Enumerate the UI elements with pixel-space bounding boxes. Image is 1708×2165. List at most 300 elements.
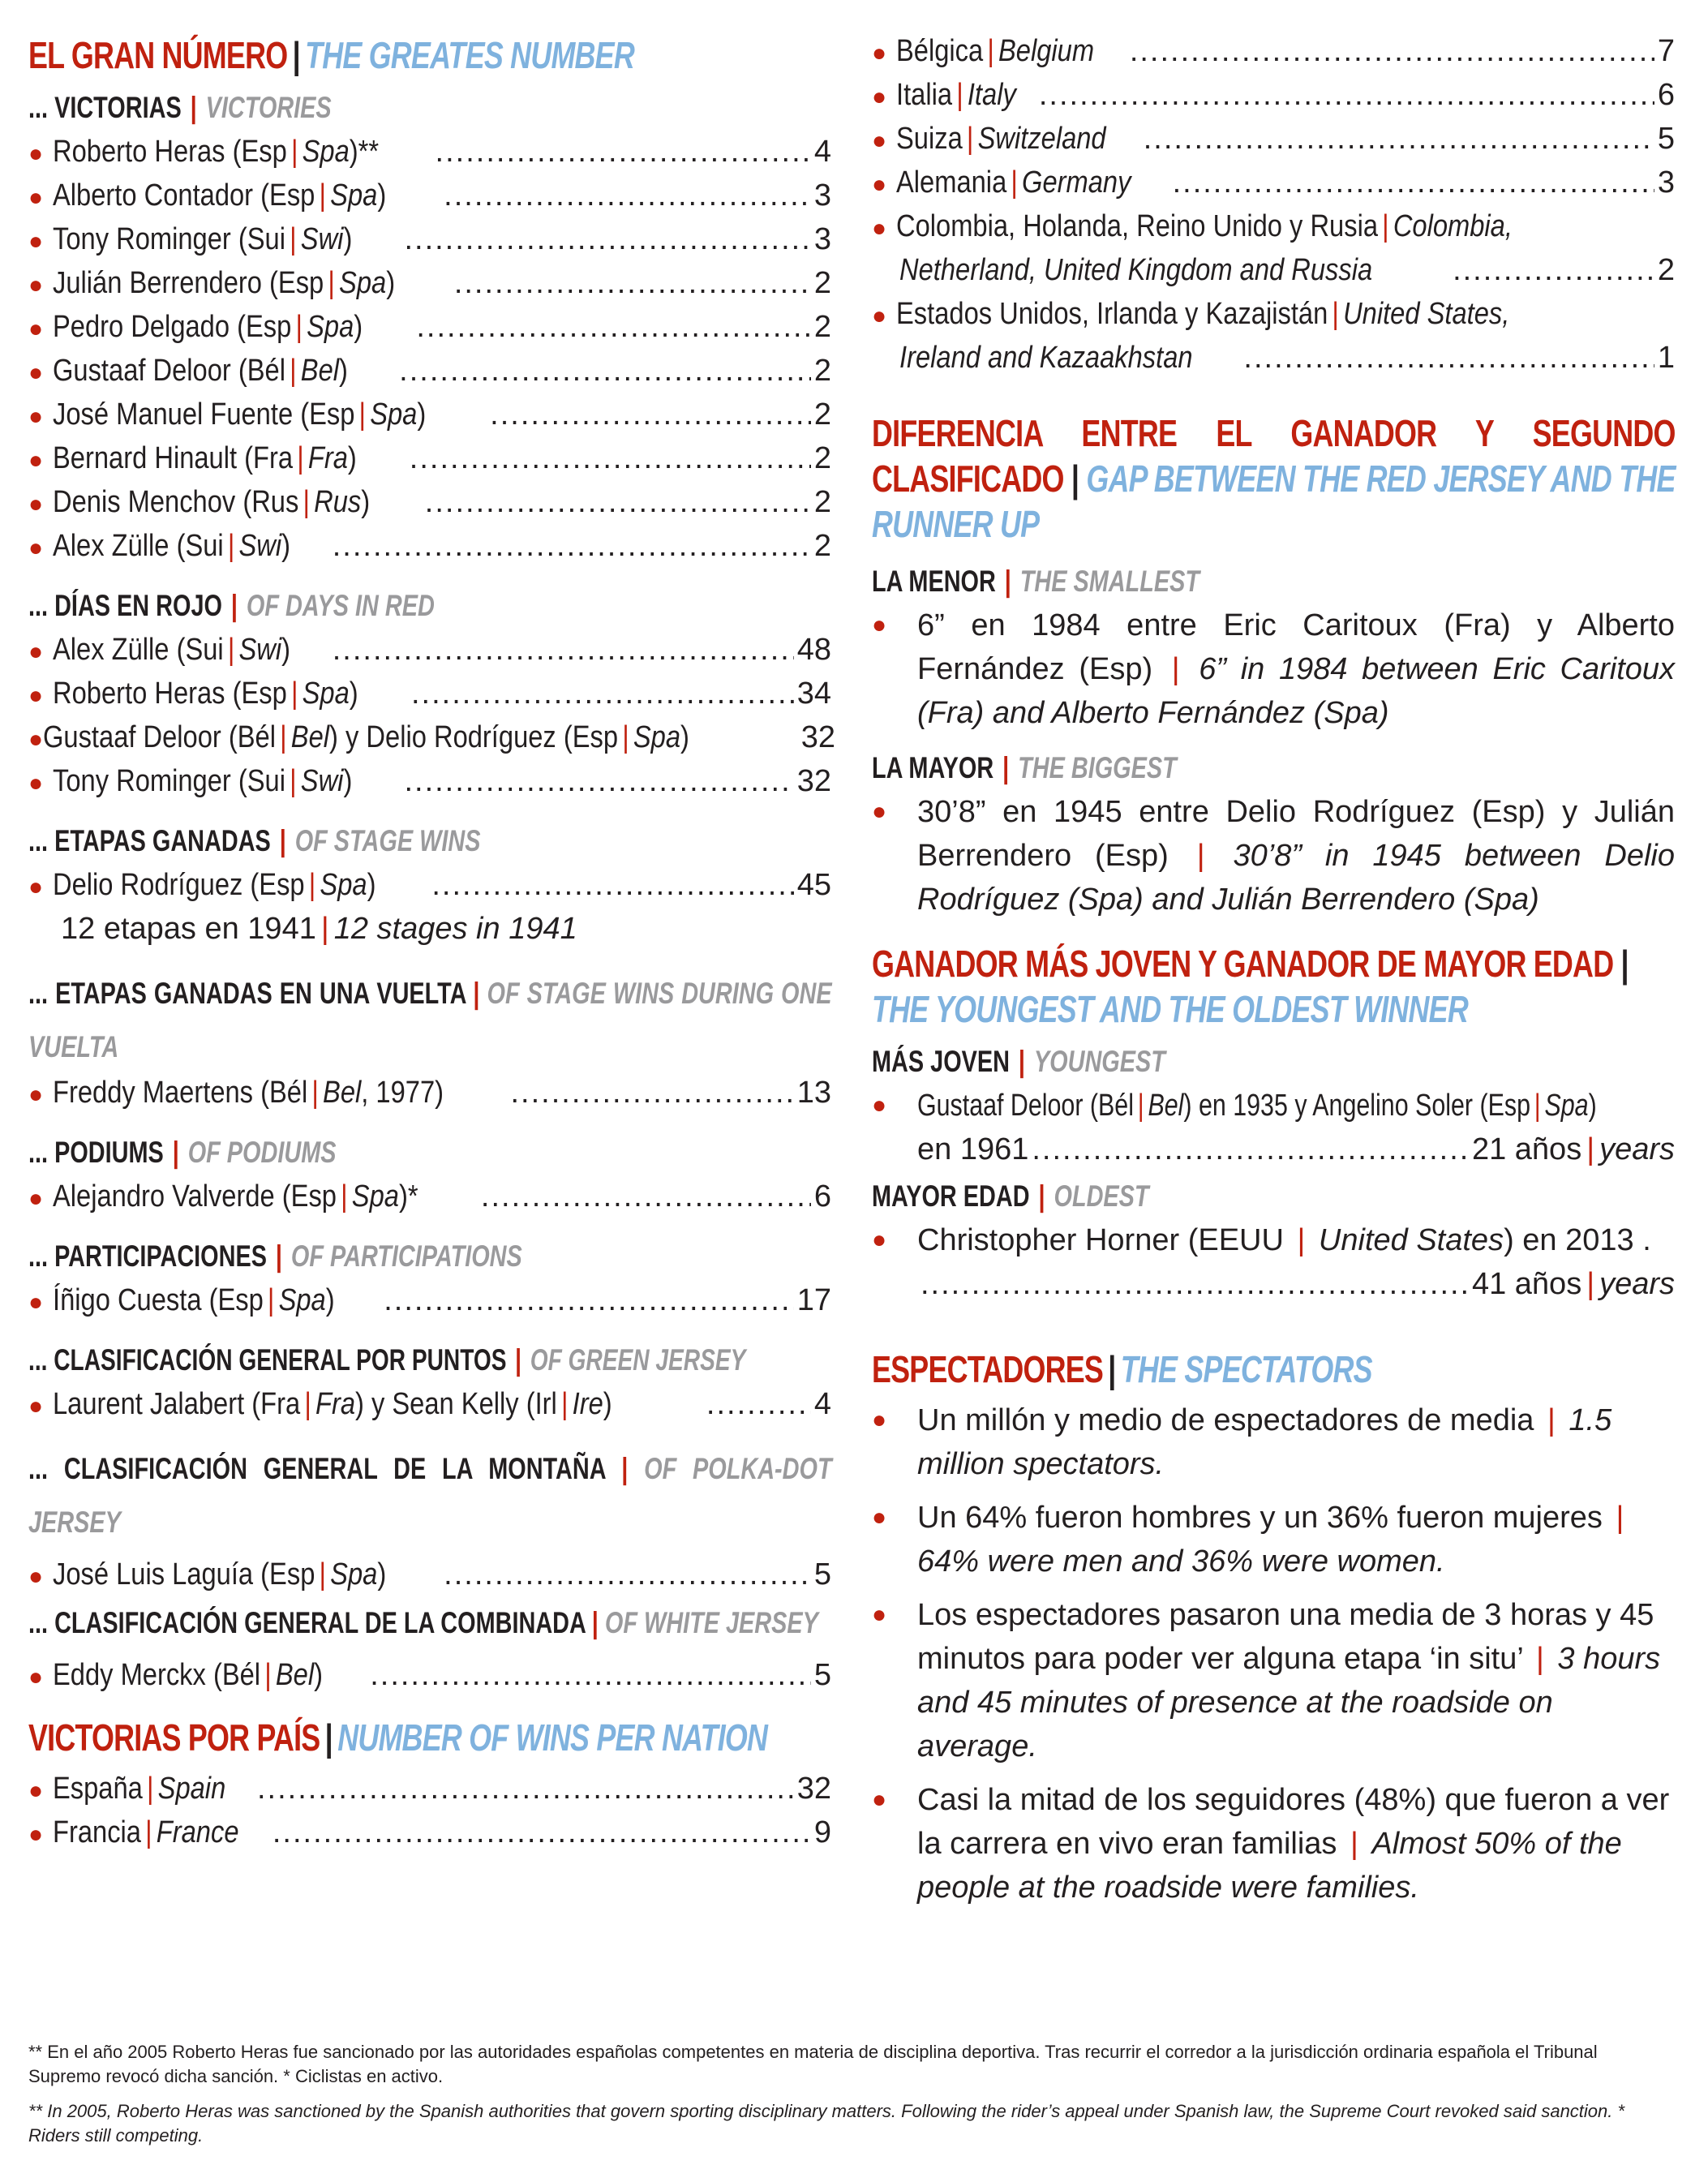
item-label (53, 480, 370, 524)
subsection-title-podiums: ... PODIUMS | OF PODIUMS (28, 1136, 337, 1169)
nation-es: Italia (896, 78, 953, 112)
separator: | (341, 1179, 348, 1214)
bullet-icon: ● (28, 140, 44, 167)
list-item (28, 480, 831, 524)
country-en: Spa (320, 868, 367, 902)
list-item (28, 524, 831, 568)
bullet-icon: ● (28, 1289, 44, 1316)
dot-leader (436, 130, 811, 174)
country-en: Spa (307, 310, 354, 344)
dot-leader (404, 759, 793, 803)
subsection-title-participations: ... PARTICIPACIONES | OF PARTICIPATIONS (28, 1239, 522, 1273)
nations-list-left (28, 1767, 831, 1854)
item-label (53, 1175, 418, 1218)
item-value: 2 (813, 266, 831, 300)
list-item (28, 393, 831, 436)
stage-wins-note: 12 etapas en 1941 | 12 stages in 1941 (61, 912, 577, 946)
item-label (43, 715, 689, 759)
dot-leader (510, 1071, 793, 1115)
subsection-title-points: ... CLASIFICACIÓN GENERAL POR PUNTOS | OF GREEN JERSEY (28, 1343, 746, 1377)
separator: | (308, 868, 316, 902)
country-en: Swi (238, 633, 282, 667)
item-label (53, 1811, 239, 1854)
separator: | (328, 266, 335, 300)
separator: | (987, 34, 994, 68)
item-value: 5 (813, 1658, 831, 1692)
country-en: Bel (300, 354, 340, 388)
rider-name: Alejandro Valverde (Esp (53, 1179, 337, 1214)
gap-smallest-item: ● 6” en 1984 entre Eric Caritoux (Fra) y Alberto Fernández (Esp) | 6” in 1984 between Eric Caritoux (Fra) and Alberto Fernández (Spa) (872, 604, 1675, 735)
nation-es: Estados Unidos, Irlanda y Kazajistán (896, 297, 1328, 331)
rider-name: Alex Zülle (Sui (53, 633, 224, 667)
list-item (28, 1175, 831, 1218)
item-label (53, 863, 376, 907)
separator: | (1616, 1501, 1624, 1535)
list-item (28, 863, 831, 907)
country-en: Spa (339, 266, 387, 300)
nation-en: Spain (157, 1772, 226, 1806)
country-en: Spa (330, 1557, 378, 1592)
rider-name: Alex Zülle (Sui (53, 529, 224, 563)
item-value: 5 (1657, 122, 1675, 156)
separator: | (227, 529, 235, 563)
subsection-title-mountain: ... CLASIFICACIÓN GENERAL DE LA MONTAÑA | OF POLKA-DOT JERSEY (28, 1452, 832, 1539)
rider-name: Denis Menchov (Rus (53, 485, 299, 519)
bullet-icon: ● (872, 1092, 887, 1119)
dot-leader (1173, 161, 1654, 204)
item-value: 2 (813, 529, 831, 563)
rider-tail: ) (281, 529, 291, 563)
country-en: Rus (314, 485, 362, 519)
dot-leader (333, 628, 794, 672)
nation-item (872, 292, 1675, 336)
separator: | (1350, 1827, 1358, 1861)
item-value: 34 (796, 677, 831, 711)
participations-list (28, 1278, 831, 1322)
country-en: Swi (300, 764, 344, 798)
rider-name: Julián Berrendero (Esp (53, 266, 324, 300)
list-item (28, 759, 831, 803)
rider-name: Alberto Contador (Esp (53, 178, 315, 213)
separator: | (297, 441, 304, 475)
spectator-item (872, 1778, 1675, 1909)
dot-leader (1144, 117, 1654, 161)
spectator-item (872, 1398, 1675, 1486)
nation-es: Suiza (896, 122, 963, 156)
spectators-list (872, 1398, 1675, 1909)
points-list (28, 1382, 831, 1426)
nation-item-continued (872, 248, 1675, 292)
subsection-title-smallest: LA MENOR | THE SMALLEST (872, 565, 1200, 598)
spectator-item (872, 1593, 1675, 1768)
list-item (28, 1382, 831, 1426)
separator: | (311, 1076, 319, 1110)
rider-name: Gustaaf Deloor (Bél (43, 720, 277, 754)
bullet-icon: ● (872, 303, 887, 329)
nation-item-continued (872, 336, 1675, 380)
nation-es: Alemania (896, 165, 1007, 200)
item-label (53, 174, 386, 217)
bullet-icon: ● (28, 726, 44, 753)
rider-tail: ) (680, 720, 690, 754)
spectator-es: Un millón y medio de espectadores de media (917, 1403, 1534, 1437)
dot-leader (1032, 1128, 1469, 1171)
bullet-icon: ● (28, 1821, 44, 1848)
item-label (896, 29, 1094, 73)
item-value: 7 (1657, 34, 1675, 68)
bullet-icon: ● (28, 184, 44, 211)
bullet-icon: ● (28, 1777, 44, 1804)
separator: | (966, 122, 974, 156)
item-value: 4 (813, 135, 831, 169)
left-column (28, 32, 836, 1854)
rider-tail: ) y Sean Kelly (Irl (354, 1387, 557, 1421)
item-label (53, 305, 363, 349)
item-label (896, 161, 1131, 204)
stage-wins-one-list (28, 1071, 831, 1115)
subsection-title-stage-wins-one: ... ETAPAS GANADAS EN UNA VUELTA | OF STAGE WINS DURING ONE VUELTA (28, 977, 832, 1063)
list-item (28, 628, 831, 672)
dot-leader (273, 1811, 811, 1854)
list-item (28, 436, 831, 480)
rider-name: Roberto Heras (Esp (53, 135, 287, 169)
nation-en: Italy (967, 78, 1016, 112)
bullet-icon: ● (872, 215, 887, 242)
separator: | (290, 677, 298, 711)
country-en: Swi (238, 529, 282, 563)
nation-en: United States, (1343, 297, 1510, 331)
country-en: Spa (370, 397, 418, 432)
item-value: 17 (796, 1283, 831, 1317)
bullet-icon: ● (28, 682, 44, 709)
subsection-title-days-red: ... DÍAS EN ROJO | OF DAYS IN RED (28, 589, 435, 622)
victories-list (28, 130, 831, 568)
oldest-item: ● Christopher Horner (EEUU | United States) en 2013 . ..... 41 años | years (872, 1218, 1675, 1306)
rider-tail: ) (343, 764, 353, 798)
country-en: Bel (290, 720, 330, 754)
separator: | (145, 1815, 152, 1849)
item-value: 2 (813, 441, 831, 475)
list-item (28, 715, 836, 759)
spectator-es: Un 64% fueron hombres y un 36% fueron mujeres (917, 1501, 1603, 1535)
dot-leader (425, 480, 811, 524)
separator: | (290, 764, 297, 798)
separator: | (1547, 1403, 1556, 1437)
dot-leader (384, 1278, 794, 1322)
dot-leader (481, 1175, 811, 1218)
bullet-icon: ● (872, 1407, 887, 1433)
separator: | (1535, 1642, 1544, 1676)
spectator-en: Almost 50% of the people at the roadside were families. (917, 1827, 1622, 1905)
item-label (899, 336, 1193, 380)
item-value: 48 (796, 633, 831, 667)
bullet-icon: ● (28, 874, 44, 900)
bullet-icon: ● (872, 612, 887, 638)
item-label (53, 1767, 225, 1811)
rider-name: Delio Rodríguez (Esp (53, 868, 305, 902)
bullet-icon: ● (28, 491, 44, 518)
separator: | (264, 1658, 272, 1692)
stage-wins-list (28, 863, 831, 907)
separator: | (304, 1387, 311, 1421)
item-value: 3 (813, 178, 831, 213)
bullet-icon: ● (28, 535, 44, 561)
item-value: 4 (813, 1387, 831, 1421)
country-en: Spa (302, 135, 350, 169)
separator: | (1382, 209, 1389, 243)
rider-tail: ) (347, 441, 357, 475)
subsection-title-victories: ... VICTORIAS | VICTORIES (28, 91, 332, 124)
country-en: Spa (302, 677, 350, 711)
item-label (53, 217, 352, 261)
item-value: 45 (796, 868, 831, 902)
nation-en: Germany (1022, 165, 1131, 200)
item-value: 32 (796, 764, 831, 798)
bullet-icon: ● (872, 1601, 887, 1628)
item-value: 2 (813, 397, 831, 432)
separator: | (290, 222, 297, 256)
rider-tail: ) y Delio Rodríguez (Esp (329, 720, 619, 754)
spectator-es: Casi la mitad de los seguidores (48%) que fueron a ver la carrera en vivo eran familias (917, 1783, 1670, 1861)
item-label (899, 248, 1372, 292)
dot-leader (1243, 336, 1654, 380)
bullet-icon: ● (872, 798, 887, 825)
country-en: Spa (633, 720, 681, 754)
item-label (53, 1553, 386, 1596)
nation-item (872, 73, 1675, 117)
bullet-icon: ● (872, 84, 887, 110)
rider-tail: , 1977) (361, 1076, 444, 1110)
bullet-icon: ● (28, 1081, 44, 1108)
spectator-en: 3 hours and 45 minutes of presence at the roadside on average. (917, 1642, 1661, 1763)
dot-leader (404, 217, 810, 261)
item-value: 32 (800, 720, 836, 754)
nations-list-right (872, 29, 1675, 380)
list-item (28, 349, 831, 393)
dot-leader (257, 1767, 794, 1811)
rider-tail: ) (354, 310, 363, 344)
mountain-list (28, 1553, 831, 1596)
footnote-en: ** In 2005, Roberto Heras was sanctioned by the Spanish authorities that govern sporting disciplinary matters. Following the rider’s appeal under Spanish law, the Supreme Court revoked said sanction. * Riders still competing. (28, 2101, 1625, 2146)
rider-name: Eddy Merckx (Bél (53, 1658, 261, 1692)
item-value: 2 (813, 310, 831, 344)
rider-tail: ) (281, 633, 291, 667)
bullet-icon: ● (28, 638, 44, 665)
separator: | (560, 1387, 569, 1421)
bullet-icon: ● (28, 359, 44, 386)
item-label (896, 292, 1509, 336)
item-value: 6 (813, 1179, 831, 1214)
rider-tail: ) (367, 868, 376, 902)
footnote-es: ** En el año 2005 Roberto Heras fue sancionado por las autoridades españolas competentes en materia de disciplina deportiva. Tras recurrir el corredor a la jurisdicción ordinaria española el Tribunal Supremo revocó dicha sanción. * Ciclistas en activo. (28, 2042, 1598, 2086)
subsection-title-youngest: MÁS JOVEN | YOUNGEST (872, 1045, 1165, 1078)
item-label (53, 436, 357, 480)
separator: | (319, 1557, 327, 1592)
nation-es: Bélgica (896, 34, 984, 68)
nation-en: Netherland, United Kingdom and Russia (899, 253, 1373, 287)
item-value: 2 (813, 354, 831, 388)
section-title-nations: VICTORIAS POR PAÍS | NUMBER OF WINS PER NATION (28, 1716, 768, 1759)
dot-leader (444, 1553, 811, 1596)
item-value: 3 (1657, 165, 1675, 200)
rider-name: Roberto Heras (Esp (53, 677, 287, 711)
country-en: Swi (300, 222, 344, 256)
list-item (28, 1071, 831, 1115)
separator: | (267, 1283, 275, 1317)
rider-name: Íñigo Cuesta (Esp (53, 1283, 264, 1317)
separator: | (1011, 165, 1018, 200)
spectator-en: 64% were men and 36% were women. (917, 1544, 1445, 1579)
list-item (28, 1653, 831, 1697)
right-column (872, 29, 1675, 1919)
item-value: 3 (813, 222, 831, 256)
item-value: 13 (796, 1076, 831, 1110)
bullet-icon: ● (28, 770, 44, 797)
dot-leader (411, 672, 794, 715)
list-item (28, 1553, 831, 1596)
rider-name: Pedro Delgado (Esp (53, 310, 292, 344)
list-item (28, 305, 831, 349)
item-label (53, 1653, 323, 1697)
item-value: 32 (796, 1772, 831, 1806)
item-label (896, 117, 1106, 161)
country-en: Spa (278, 1283, 326, 1317)
rider-name: Gustaaf Deloor (Bél (53, 354, 285, 388)
podiums-list (28, 1175, 831, 1218)
item-label (53, 672, 358, 715)
separator: | (227, 633, 235, 667)
nation-item (872, 117, 1675, 161)
list-item (28, 672, 831, 715)
country-en: Spa (330, 178, 378, 213)
country-en: Bel (275, 1658, 315, 1692)
bullet-icon: ● (872, 127, 887, 154)
nation-en: Colombia, (1393, 209, 1513, 243)
nation-en: France (156, 1815, 239, 1849)
item-label (53, 1382, 612, 1426)
rider-name: Freddy Maertens (Bél (53, 1076, 308, 1110)
rider-tail: ) (314, 1658, 323, 1692)
bullet-icon: ● (872, 1504, 887, 1531)
rider-tail: ) (339, 354, 348, 388)
separator: | (280, 720, 287, 754)
separator: | (1332, 297, 1339, 331)
country-en: Fra (315, 1387, 355, 1421)
dot-leader (1453, 248, 1654, 292)
dot-leader (1130, 29, 1654, 73)
item-label (53, 349, 348, 393)
nation-es: España (53, 1772, 143, 1806)
bullet-icon: ● (28, 228, 44, 255)
rider-tail: )** (349, 135, 380, 169)
dot-leader (416, 305, 810, 349)
subsection-title-stage-wins: ... ETAPAS GANADAS | OF STAGE WINS (28, 824, 481, 857)
youngest-item: ● Gustaaf Deloor (Bél | Bel) en 1935 y Angelino Soler (Esp | Spa) en 1961 ..... 21 años | years (872, 1084, 1675, 1171)
separator: | (303, 485, 310, 519)
separator: | (295, 310, 303, 344)
item-label (896, 73, 1016, 117)
nation-item (872, 204, 1675, 248)
item-value: 9 (813, 1815, 831, 1849)
country-en: Spa (351, 1179, 399, 1214)
bullet-icon: ● (872, 171, 887, 198)
nation-item (28, 1811, 831, 1854)
bullet-icon: ● (28, 1563, 44, 1590)
section-title-spectators: ESPECTADORES | THE SPECTATORS (872, 1348, 1372, 1390)
item-value: 1 (1657, 341, 1675, 375)
rider-name: José Luis Laguía (Esp (53, 1557, 315, 1592)
item-label (53, 628, 290, 672)
item-label (53, 1278, 335, 1322)
rider-tail: ) (343, 222, 353, 256)
bullet-icon: ● (28, 316, 44, 342)
separator: | (956, 78, 963, 112)
rider-name: Bernard Hinault (Fra (53, 441, 294, 475)
gap-biggest-item: ● 30’8” en 1945 entre Delio Rodríguez (Esp) y Julián Berrendero (Esp) | 30’8” in 1945 between Delio Rodríguez (Spa) and Julián Berrendero (Spa) (872, 790, 1675, 921)
nation-en: Switzeland (977, 122, 1106, 156)
dot-leader (410, 436, 811, 480)
list-item (28, 1278, 831, 1322)
separator: | (319, 178, 326, 213)
dot-leader (1039, 73, 1654, 117)
rider-tail: ) (361, 485, 371, 519)
separator: | (622, 720, 629, 754)
bullet-icon: ● (28, 403, 44, 430)
bullet-icon: ● (28, 1393, 44, 1420)
nation-es: Colombia, Holanda, Reino Unido y Rusia (896, 209, 1379, 243)
dot-leader (399, 349, 811, 393)
rider-tail: ) (603, 1387, 612, 1421)
section-title-greatest: EL GRAN NÚMERO | THE GREATES NUMBER (28, 34, 634, 76)
dot-leader (921, 1262, 1469, 1306)
item-label (53, 393, 426, 436)
bullet-icon: ● (28, 1664, 44, 1690)
item-label (53, 1071, 444, 1115)
rider-name: Laurent Jalabert (Fra (53, 1387, 301, 1421)
dot-leader (431, 863, 793, 907)
nation-item (872, 29, 1675, 73)
subsection-title-combined: ... CLASIFICACIÓN GENERAL DE LA COMBINADA | OF WHITE JERSEY (28, 1606, 818, 1639)
country-en: Bel (323, 1076, 362, 1110)
country-en: Fra (307, 441, 348, 475)
nation-item (872, 161, 1675, 204)
item-label (53, 130, 379, 174)
list-item (28, 261, 831, 305)
subsection-title-oldest: MAYOR EDAD | OLDEST (872, 1179, 1149, 1213)
nation-item (28, 1767, 831, 1811)
item-label (53, 759, 352, 803)
bullet-icon: ● (872, 1226, 887, 1253)
dot-leader (454, 261, 811, 305)
bullet-icon: ● (872, 1786, 887, 1813)
list-item (28, 217, 831, 261)
dot-leader (370, 1653, 811, 1697)
nation-en: Ireland and Kazaakhstan (899, 341, 1193, 375)
spectator-en: 1.5 million spectators. (917, 1403, 1612, 1481)
dot-leader (490, 393, 811, 436)
nation-en: Belgium (998, 34, 1095, 68)
days-red-list (28, 628, 836, 803)
nation-es: Francia (53, 1815, 141, 1849)
rider-tail: ) (417, 397, 427, 432)
subsection-title-biggest: LA MAYOR | THE BIGGEST (872, 751, 1177, 784)
spectator-item (872, 1496, 1675, 1583)
section-title-gap: DIFERENCIA ENTRE EL GANADOR Y SEGUNDO CLASIFICADO | GAP BETWEEN THE RED JERSEY AND THE RUNNER UP (872, 412, 1676, 545)
rider-tail: ) (325, 1283, 335, 1317)
item-label (53, 524, 290, 568)
item-label (896, 204, 1513, 248)
rider-name: Tony Rominger (Sui (53, 222, 285, 256)
